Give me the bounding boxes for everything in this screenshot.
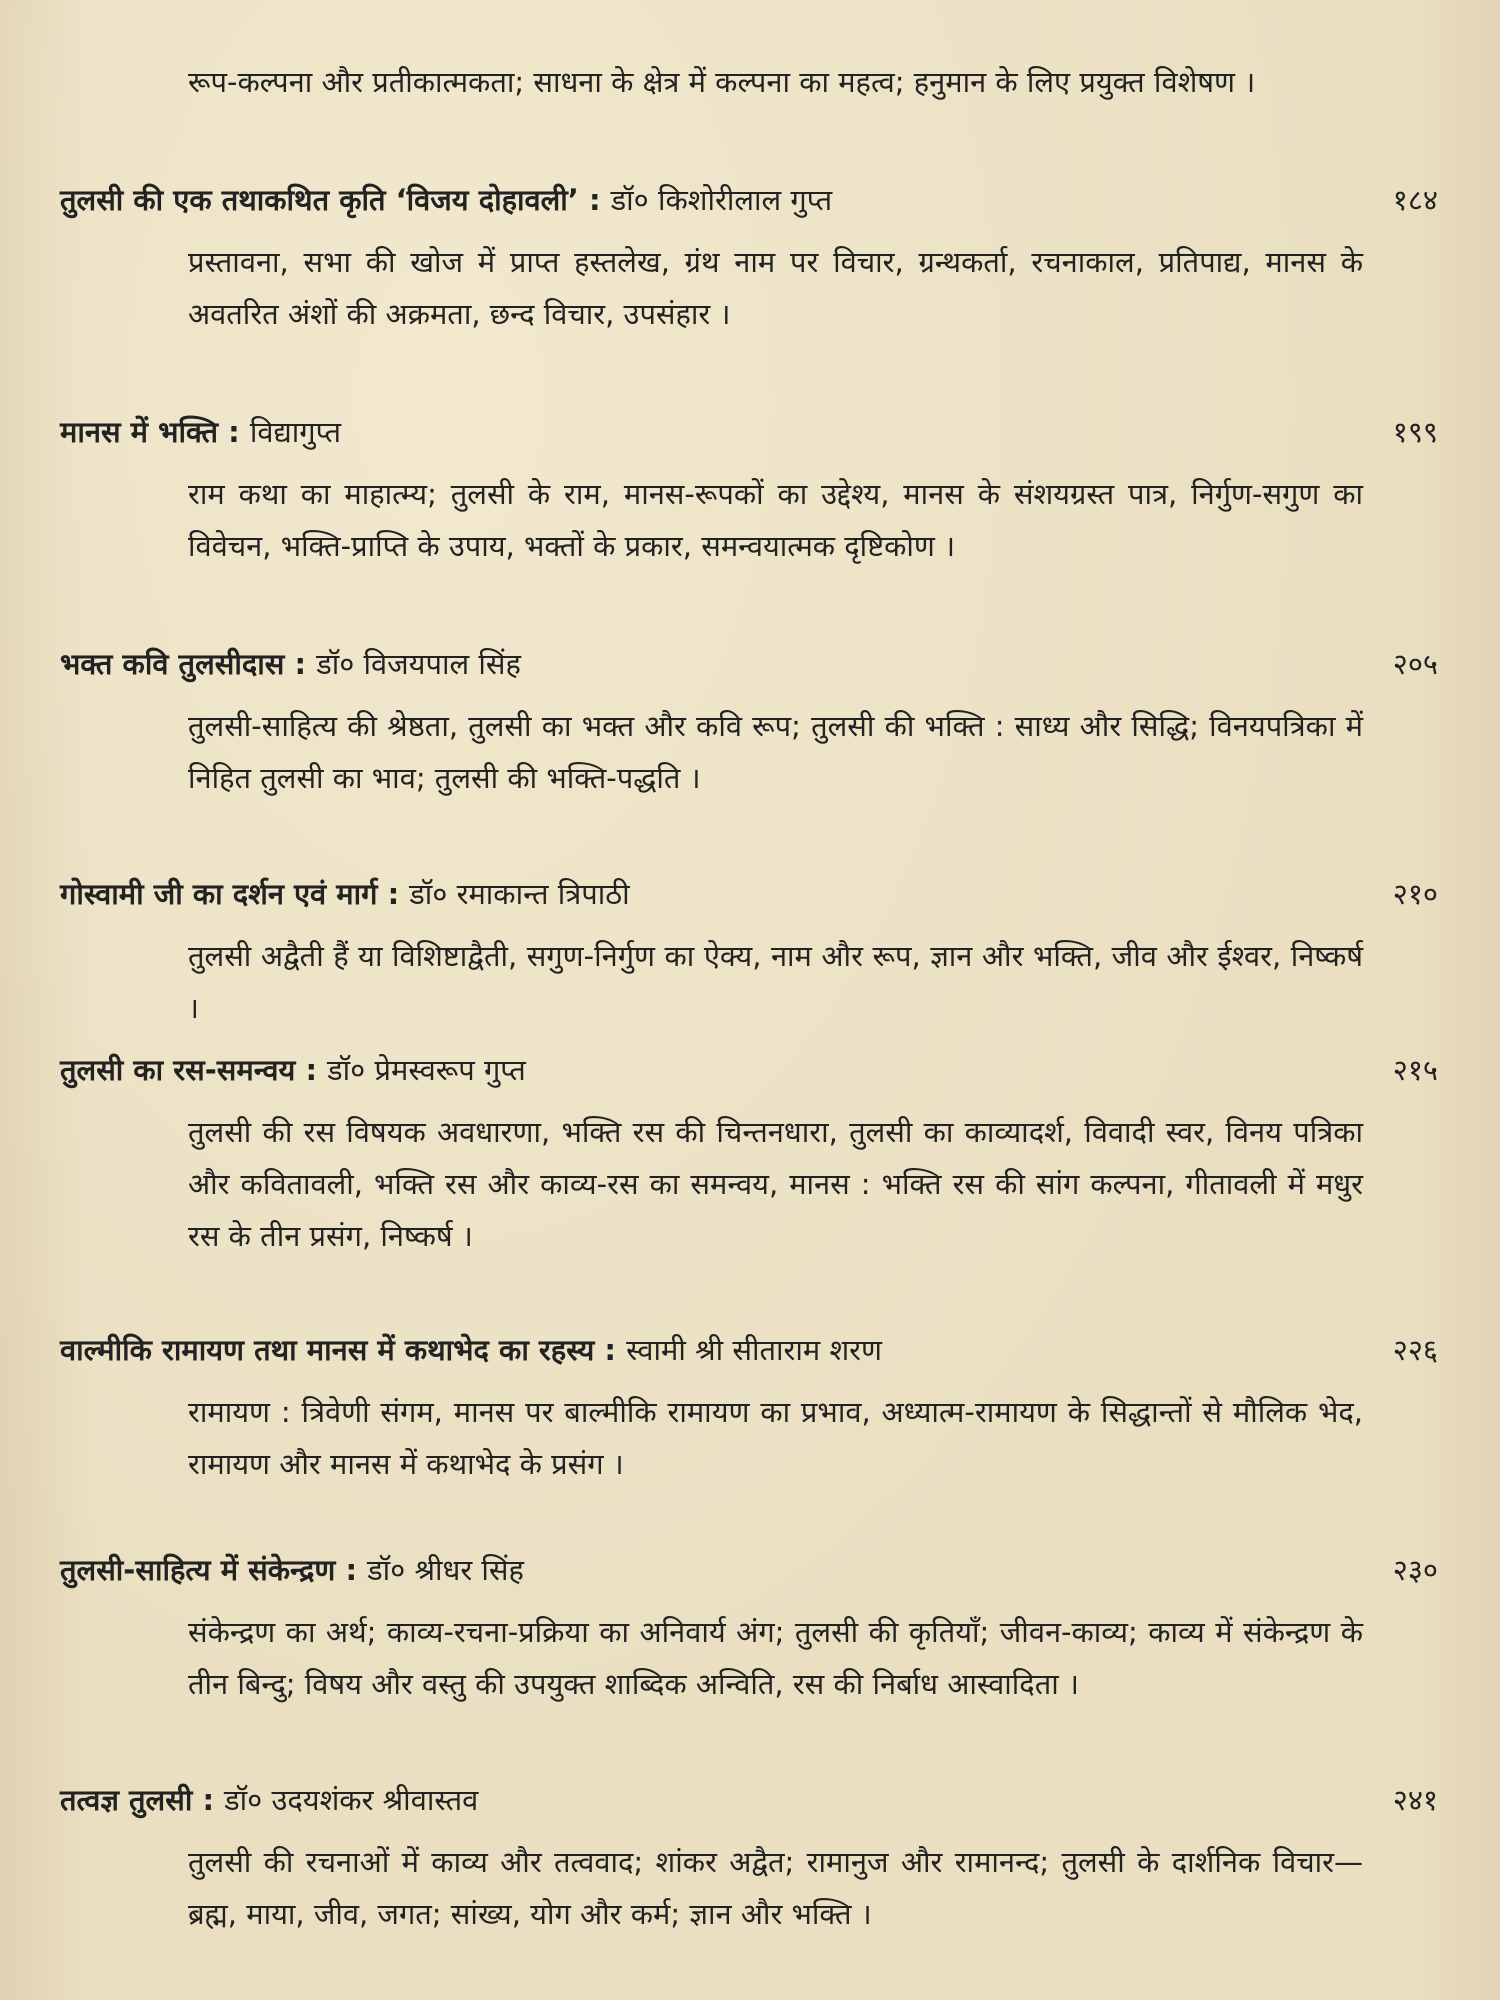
entry-title: तुलसी का रस-समन्वय — [60, 1053, 296, 1087]
entry-page-number: १८४ — [1392, 183, 1438, 217]
entry-description: तुलसी अद्वैती हैं या विशिष्टाद्वैती, सगुण-निर्गुण का ऐक्य, नाम और रूप, ज्ञान और भक्ति, जीव और ईश्वर, निष्कर्ष । — [188, 939, 1363, 1025]
entry-heading — [60, 412, 1360, 452]
entry-page-number: २१५ — [1392, 1053, 1438, 1087]
entry-heading — [60, 1780, 1360, 1820]
entry-title: तुलसी की एक तथाकथित कृति ‘विजय दोहावली’ — [60, 183, 579, 217]
entry-author: स्वामी श्री सीताराम शरण — [626, 1333, 882, 1367]
entry-description: तुलसी की रस विषयक अवधारणा, भक्ति रस की चिन्तनधारा, तुलसी का काव्यादर्श, विवादी स्वर, विनय पत्रिका और कवितावली, भक्ति रस और काव्य-रस का समन्वय, मानस : भक्ति रस की सांग कल्पना, गीतावली में मधुर रस के तीन प्रसंग, निष्कर्ष । — [188, 1115, 1363, 1253]
entry-separator: : — [284, 647, 317, 681]
entry-description: राम कथा का माहात्म्य; तुलसी के राम, मानस-रूपकों का उद्देश्य, मानस के संशयग्रस्त पात्र, निर्गुण-सगुण का विवेचन, भक्ति-प्राप्ति के उपाय, भक्तों के प्रकार, समन्वयात्मक दृष्टिकोण । — [188, 477, 1363, 563]
entry-description: संकेन्द्रण का अर्थ; काव्य-रचना-प्रक्रिया का अनिवार्य अंग; तुलसी की कृतियाँ; जीवन-काव्य; काव्य में संकेन्द्रण के तीन बिन्दु; विषय और वस्तु की उपयुक्त शाब्दिक अन्विति, रस की निर्बाध आस्वादिता । — [188, 1615, 1363, 1701]
entry-title: वाल्मीकि रामायण तथा मानस में कथाभेद का रहस्य — [60, 1333, 595, 1367]
entry-separator: : — [295, 1053, 328, 1087]
entry-separator: : — [377, 877, 410, 911]
entry-author: डॉ० प्रेमस्वरूप गुप्त — [327, 1053, 526, 1087]
entry-page-number: १९९ — [1392, 415, 1438, 449]
entry-description: प्रस्तावना, सभा की खोज में प्राप्त हस्तलेख, ग्रंथ नाम पर विचार, ग्रन्थकर्ता, रचनाकाल, प्रतिपाद्य, मानस के अवतरित अंशों की अक्रमता, छन्द विचार, उपसंहार । — [188, 245, 1363, 331]
entry-page-number: २३० — [1392, 1553, 1438, 1587]
entry-separator: : — [192, 1783, 225, 1817]
entry-heading — [60, 874, 1360, 914]
entry-page-number: २०५ — [1392, 647, 1438, 681]
entry-separator: : — [335, 1553, 368, 1587]
entry-title: गोस्वामी जी का दर्शन एवं मार्ग — [60, 877, 378, 911]
entry-author: डॉ० विजयपाल सिंह — [316, 647, 521, 681]
entry-title: मानस में भक्ति — [60, 415, 219, 449]
entry-heading — [60, 1050, 1360, 1090]
entry-separator: : — [594, 1333, 627, 1367]
entry-description: तुलसी-साहित्य की श्रेष्ठता, तुलसी का भक्त और कवि रूप; तुलसी की भक्ति : साध्य और सिद्धि; विनयपत्रिका में निहित तुलसी का भाव; तुलसी की भक्ति-पद्धति । — [188, 709, 1363, 795]
entry-author: डॉ० उदयशंकर श्रीवास्तव — [224, 1783, 479, 1817]
entry-separator: : — [218, 415, 250, 449]
entry-heading — [60, 644, 1360, 684]
entry-author: विद्यागुप्त — [249, 415, 342, 449]
entry-description: तुलसी की रचनाओं में काव्य और तत्ववाद; शांकर अद्वैत; रामानुज और रामानन्द; तुलसी के दार्शनिक विचार—ब्रह्म, माया, जीव, जगत; सांख्य, योग और कर्म; ज्ञान और भक्ति । — [188, 1845, 1363, 1931]
entry-heading — [60, 1550, 1360, 1590]
entry-heading — [60, 180, 1360, 220]
entry-page-number: २१० — [1392, 877, 1438, 911]
entry-title: तुलसी-साहित्य में संकेन्द्रण — [60, 1553, 336, 1587]
entry-title: भक्त कवि तुलसीदास — [60, 647, 285, 681]
entry-page-number: २२६ — [1392, 1333, 1438, 1367]
entry-separator: : — [578, 183, 611, 217]
entry-page-number: २४१ — [1392, 1783, 1438, 1817]
entry-description: रामायण : त्रिवेणी संगम, मानस पर बाल्मीकि रामायण का प्रभाव, अध्यात्म-रामायण के सिद्धान्तों से मौलिक भेद, रामायण और मानस में कथाभेद के प्रसंग । — [188, 1395, 1363, 1481]
continuation-text: रूप-कल्पना और प्रतीकात्मकता; साधना के क्षेत्र में कल्पना का महत्व; हनुमान के लिए प्रयुक्त विशेषण । — [188, 65, 1256, 99]
entry-author: डॉ० किशोरीलाल गुप्त — [610, 183, 833, 217]
entry-author: डॉ० रमाकान्त त्रिपाठी — [409, 877, 630, 911]
entry-author: डॉ० श्रीधर सिंह — [367, 1553, 524, 1587]
entry-title: तत्वज्ञ तुलसी — [60, 1783, 193, 1817]
entry-heading — [60, 1330, 1360, 1370]
